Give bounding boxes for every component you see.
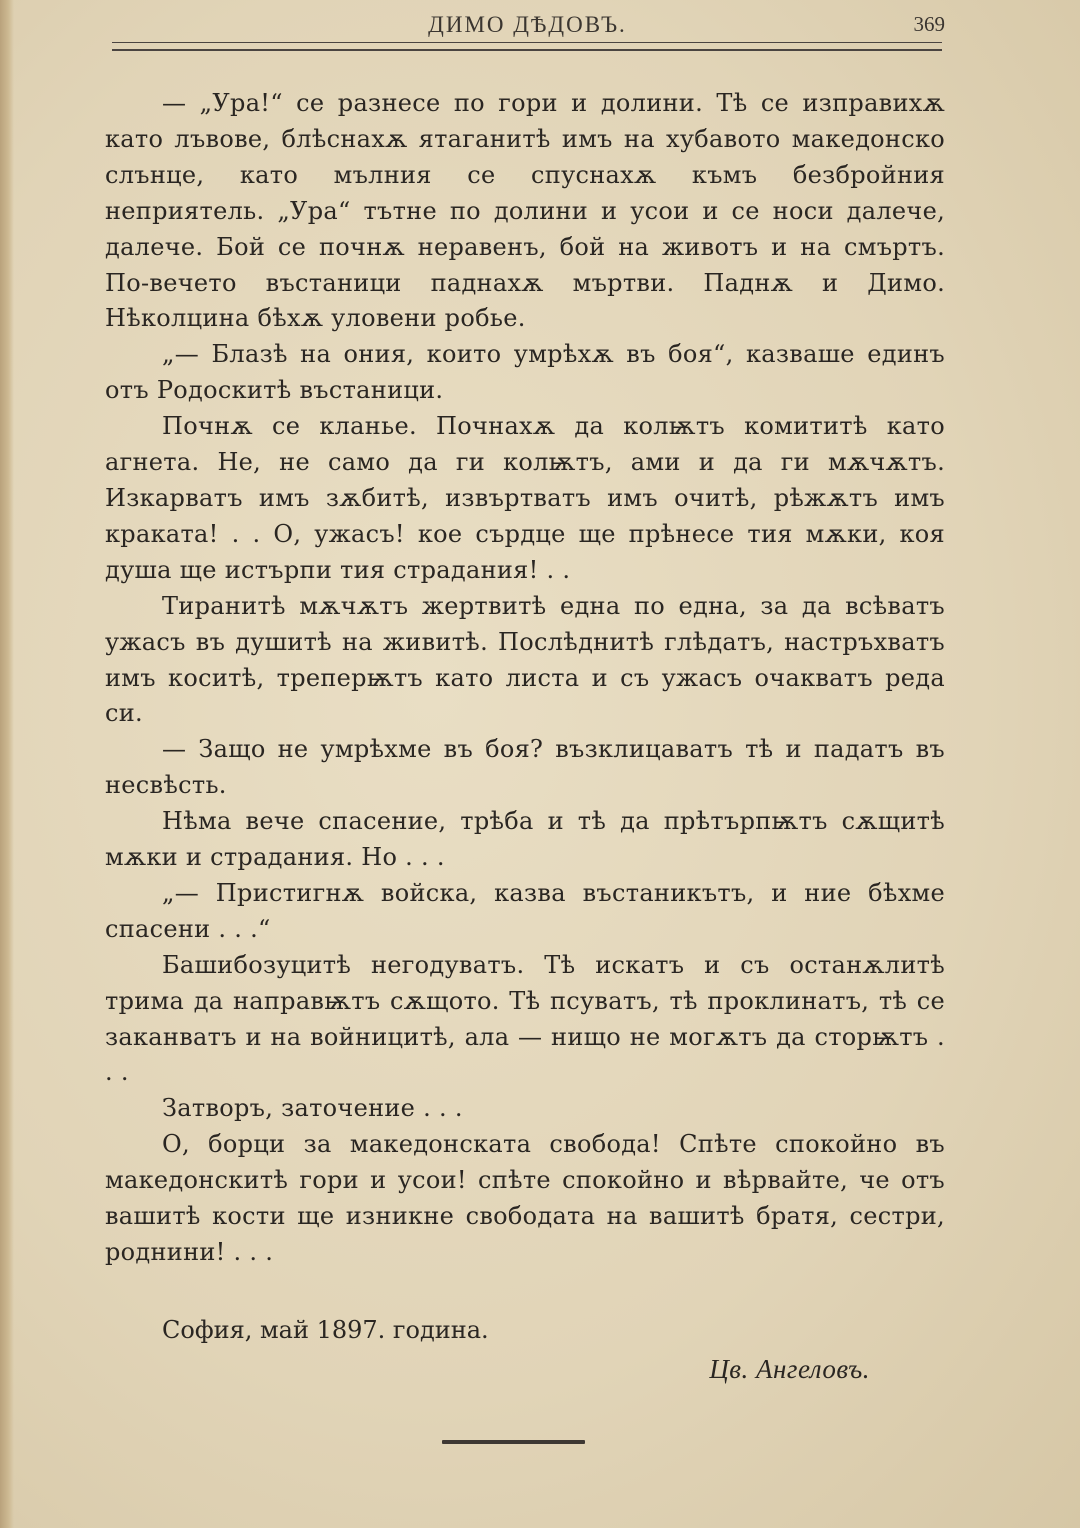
paragraph-8: Башибозуцитѣ негодуватъ. Тѣ искатъ и съ останѫлитѣ трима да направѭтъ сѫщото. Тѣ псуватъ, тѣ проклинатъ, тѣ се заканватъ и на войницитѣ, ала — нищо не могѫтъ да сторѭтъ . . . — [105, 950, 945, 1087]
page-binding-edge — [0, 0, 14, 1528]
author-signature: Цв. Ангеловъ. — [709, 1354, 870, 1384]
paragraph-5: — Защо не умрѣхме въ боя? възклицаватъ тѣ и падатъ въ несвѣсть. — [105, 735, 945, 800]
end-of-article-rule — [442, 1440, 585, 1444]
page-header — [110, 12, 945, 44]
header-double-rule — [112, 42, 942, 51]
paragraph-6: Нѣма вече спасение, трѣба и тѣ да прѣтърпѭтъ сѫщитѣ мѫки и страдания. Но . . . — [105, 807, 945, 872]
page-number: 369 — [913, 12, 945, 36]
running-title: ДИМО ДѢДОВЪ. — [428, 12, 627, 37]
place-date-line: София, май 1897. година. — [162, 1316, 489, 1344]
paragraph-3: Почнѫ се кланье. Почнахѫ да колѭтъ комититѣ като агнета. Не, не само да ги колѭтъ, ами и да ги мѫчѫтъ. Изкарватъ имъ зѫбитѣ, извъртватъ имъ очитѣ, рѣжѫтъ имъ краката! . . О, ужасъ! кое сърдце ще прѣнесе тия мѫки, коя душа ще истърпи тия страдания! . . — [105, 412, 945, 584]
paragraph-4: Тиранитѣ мѫчѫтъ жертвитѣ една по една, за да всѣватъ ужасъ въ душитѣ на живитѣ. Послѣднитѣ глѣдатъ, настръхватъ имъ коситѣ, треперѭтъ като листа и съ ужасъ очакватъ реда си. — [105, 591, 945, 728]
paragraph-7: „— Пристигнѫ войска, казва въстаникътъ, и ние бѣхме спасени . . .“ — [105, 878, 945, 943]
paragraph-9: Затворъ, заточение . . . — [162, 1094, 463, 1123]
paragraph-10: О, борци за македонската свобода! Спѣте спокойно въ македонскитѣ гори и усои! спѣте спокойно и вѣрвайте, че отъ вашитѣ кости ще изникне свободата на вашитѣ братя, сестри, роднини! . . . — [105, 1130, 945, 1266]
body-text — [105, 86, 945, 1271]
paragraph-1: — „Ура!“ се разнесе по гори и долини. Тѣ се изправихѫ като лъвове, блѣснахѫ ятаганитѣ имъ на хубавото македонско слънце, като мълния се спуснахѫ къмъ безбройния неприятель. „Ура“ тътне по долини и усои и се носи далече, далече. Бой се почнѫ неравенъ, бой на животъ и на смъртъ. По-вечето въстаници паднахѫ мъртви. Паднѫ и Димо. Нѣколцина бѣхѫ уловени робье. — [105, 89, 945, 333]
paragraph-2: „— Блазѣ на ония, които умрѣхѫ въ боя“, казваше единъ отъ Родоскитѣ въстаници. — [105, 340, 945, 405]
